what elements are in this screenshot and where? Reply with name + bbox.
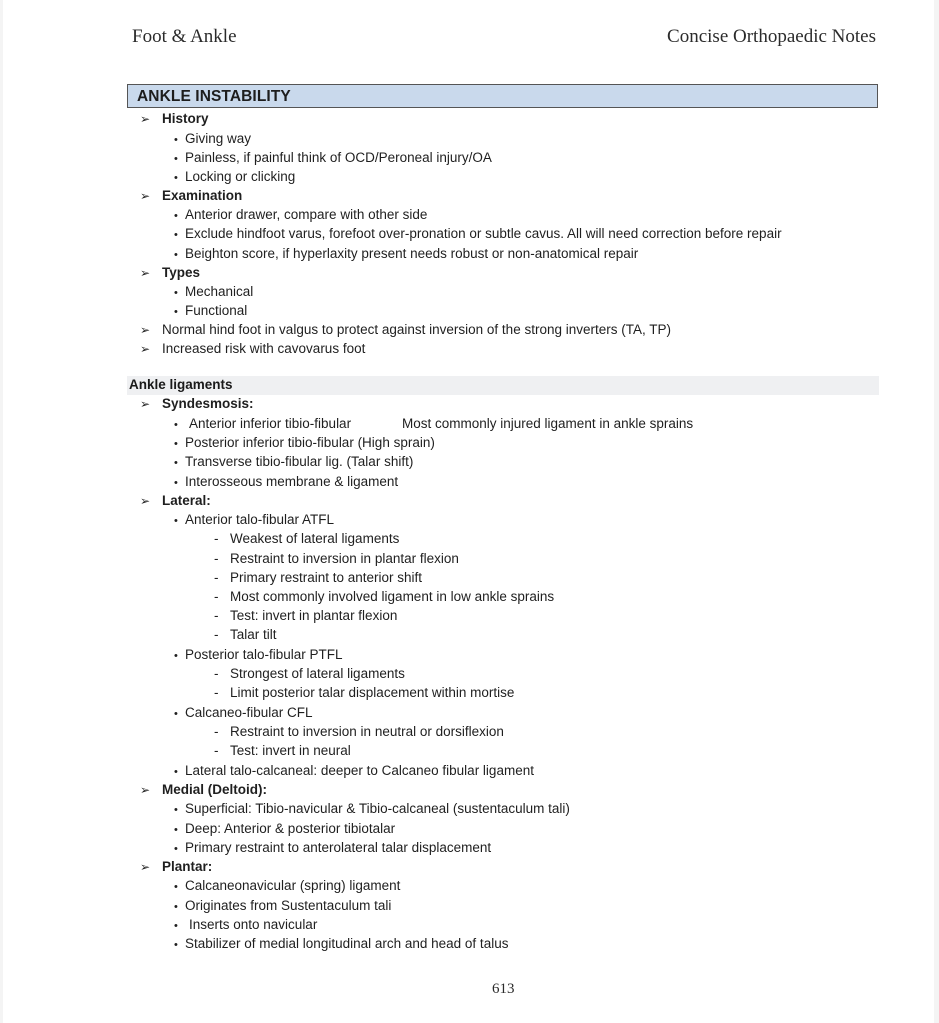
- dash-icon: -: [214, 743, 219, 758]
- list-item: • Anterior talo-fibular ATFL: [174, 512, 335, 527]
- sub-item: - Test: invert in neural: [214, 743, 351, 758]
- list-item: • Anterior inferior tibio-fibular: [174, 416, 352, 431]
- sub-item: - Restraint to inversion in plantar flexion: [214, 551, 459, 566]
- dash-icon: -: [214, 551, 219, 566]
- bullet-icon: •: [174, 477, 178, 489]
- bullet-icon: •: [174, 229, 178, 241]
- dash-icon: -: [214, 589, 219, 604]
- list-item: • Painless, if painful think of OCD/Peroneal injury/OA: [174, 150, 492, 165]
- list-item: • Superficial: Tibio-navicular & Tibio-calcaneal (sustentaculum tali): [174, 801, 570, 816]
- bullet-icon: •: [174, 901, 178, 913]
- bullet-icon: •: [174, 804, 178, 816]
- heading-examination: ➢ Examination: [140, 188, 243, 203]
- bullet-icon: •: [174, 515, 178, 527]
- list-item: • Posterior inferior tibio-fibular (High sprain): [174, 435, 435, 450]
- dash-icon: -: [214, 666, 219, 681]
- bullet-icon: •: [174, 153, 178, 165]
- list-item: • Originates from Sustentaculum tali: [174, 898, 392, 913]
- list-item: • Mechanical: [174, 284, 254, 299]
- bullet-icon: •: [174, 650, 178, 662]
- bullet-icon: •: [174, 438, 178, 450]
- sub-item: - Test: invert in plantar flexion: [214, 608, 398, 623]
- subsection-title: Ankle ligaments: [129, 377, 233, 392]
- list-item: • Posterior talo-fibular PTFL: [174, 647, 343, 662]
- arrow-bullet-icon: ➢: [140, 860, 151, 874]
- bullet-icon: •: [174, 881, 178, 893]
- heading-medial: ➢ Medial (Deltoid):: [140, 782, 267, 797]
- list-item: • Deep: Anterior & posterior tibiotalar: [174, 821, 396, 836]
- arrow-bullet-icon: ➢: [140, 112, 151, 126]
- section-title-box: [127, 84, 878, 108]
- arrow-bullet-icon: ➢: [140, 783, 151, 797]
- arrow-bullet-icon: ➢: [140, 494, 151, 508]
- page-number: 613: [492, 981, 515, 997]
- list-item: • Stabilizer of medial longitudinal arch and head of talus: [174, 936, 509, 951]
- document-page: [3, 0, 934, 1023]
- running-header-left: Foot & Ankle: [132, 26, 237, 47]
- dash-icon: -: [214, 627, 219, 642]
- heading-history: ➢ History: [140, 111, 209, 126]
- arrow-bullet-icon: ➢: [140, 342, 151, 356]
- dash-icon: -: [214, 531, 219, 546]
- note-item: ➢ Increased risk with cavovarus foot: [140, 341, 366, 356]
- heading-syndesmosis: ➢ Syndesmosis:: [140, 396, 254, 411]
- heading-types: ➢ Types: [140, 265, 201, 280]
- bullet-icon: •: [174, 172, 178, 184]
- list-item: • Functional: [174, 303, 248, 318]
- subsection-band: [127, 376, 879, 395]
- sub-item: - Primary restraint to anterior shift: [214, 570, 423, 585]
- sub-item: - Limit posterior talar displacement within mortise: [214, 685, 515, 700]
- dash-icon: -: [214, 685, 219, 700]
- list-item: • Giving way: [174, 131, 252, 146]
- note-item: ➢ Normal hind foot in valgus to protect against inversion of the strong inverters (TA, TP): [140, 322, 671, 337]
- bullet-icon: •: [174, 306, 178, 318]
- sub-item: - Strongest of lateral ligaments: [214, 666, 405, 681]
- bullet-icon: •: [174, 287, 178, 299]
- bullet-icon: •: [174, 843, 178, 855]
- list-item: • Exclude hindfoot varus, forefoot over-pronation or subtle cavus. All will need correction before repair: [174, 226, 782, 241]
- syndesmosis-note: Most commonly injured ligament in ankle sprains: [402, 416, 694, 431]
- sub-item: - Talar tilt: [214, 627, 277, 642]
- list-item: • Anterior drawer, compare with other side: [174, 207, 428, 222]
- list-item: • Calcaneonavicular (spring) ligament: [174, 878, 401, 893]
- sub-item: - Weakest of lateral ligaments: [214, 531, 400, 546]
- dash-icon: -: [214, 608, 219, 623]
- bullet-icon: •: [174, 939, 178, 951]
- list-item: • Locking or clicking: [174, 169, 296, 184]
- bullet-icon: •: [174, 134, 178, 146]
- sub-item: - Most commonly involved ligament in low ankle sprains: [214, 589, 555, 604]
- list-item: • Transverse tibio-fibular lig. (Talar shift): [174, 454, 414, 469]
- bullet-icon: •: [174, 210, 178, 222]
- running-header-right: Concise Orthopaedic Notes: [667, 26, 876, 47]
- list-item: • Inserts onto navicular: [174, 917, 318, 932]
- dash-icon: -: [214, 570, 219, 585]
- heading-lateral: ➢ Lateral:: [140, 493, 211, 508]
- bullet-icon: •: [174, 708, 178, 720]
- list-item: • Primary restraint to anterolateral talar displacement: [174, 840, 492, 855]
- bullet-icon: •: [174, 419, 178, 431]
- arrow-bullet-icon: ➢: [140, 323, 151, 337]
- list-item: • Lateral talo-calcaneal: deeper to Calcaneo fibular ligament: [174, 763, 534, 778]
- arrow-bullet-icon: ➢: [140, 397, 151, 411]
- section-title: ANKLE INSTABILITY: [137, 88, 291, 105]
- list-item: • Calcaneo-fibular CFL: [174, 705, 313, 720]
- heading-plantar: ➢ Plantar:: [140, 859, 213, 874]
- bullet-icon: •: [174, 249, 178, 261]
- bullet-icon: •: [174, 824, 178, 836]
- sub-item: - Restraint to inversion in neutral or dorsiflexion: [214, 724, 504, 739]
- list-item: • Beighton score, if hyperlaxity present needs robust or non-anatomical repair: [174, 246, 639, 261]
- bullet-icon: •: [174, 766, 178, 778]
- list-item: • Interosseous membrane & ligament: [174, 474, 399, 489]
- arrow-bullet-icon: ➢: [140, 189, 151, 203]
- bullet-icon: •: [174, 457, 178, 469]
- dash-icon: -: [214, 724, 219, 739]
- bullet-icon: •: [174, 920, 178, 932]
- arrow-bullet-icon: ➢: [140, 266, 151, 280]
